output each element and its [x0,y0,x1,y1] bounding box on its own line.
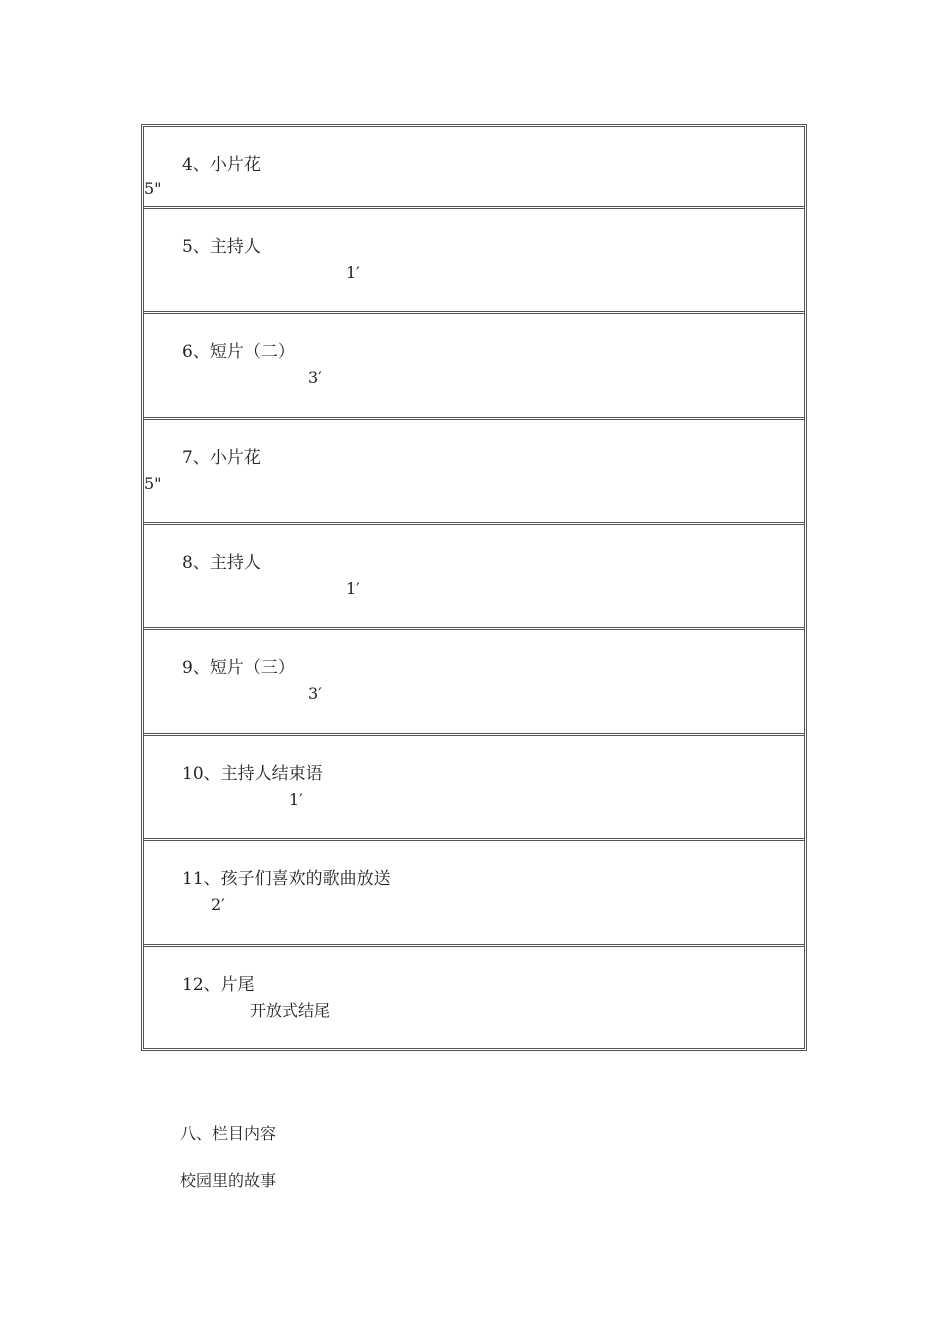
row-duration: 1′ [346,263,360,282]
row-duration: 1′ [346,579,360,598]
section-body: 校园里的故事 [180,1171,277,1190]
program-table [141,124,807,1051]
row-duration: 1′ [289,790,303,809]
row-title: 6、短片（二） [182,342,295,362]
row-duration: 3′ [308,368,322,387]
program-row [144,417,804,522]
row-title: 7、小片花 [182,448,261,468]
row-title: 5、主持人 [182,237,261,257]
row-duration: 5" [144,179,162,198]
row-title: 10、主持人结束语 [182,764,323,784]
program-row [144,127,804,209]
program-row [144,627,804,732]
row-title: 8、主持人 [182,553,261,573]
program-row [144,944,804,1048]
program-row [144,522,804,627]
program-row [144,838,804,943]
row-title: 9、短片（三） [182,658,295,678]
row-duration: 开放式结尾 [250,1001,331,1020]
program-row [144,206,804,311]
row-duration: 3′ [308,684,322,703]
program-row [144,733,804,838]
row-title: 4、小片花 [182,155,261,175]
row-title: 12、片尾 [182,975,255,995]
section-heading: 八、栏目内容 [180,1124,277,1143]
program-row [144,311,804,416]
row-duration: 2′ [211,895,225,914]
row-duration: 5" [144,474,162,493]
row-title: 11、孩子们喜欢的歌曲放送 [182,869,391,889]
